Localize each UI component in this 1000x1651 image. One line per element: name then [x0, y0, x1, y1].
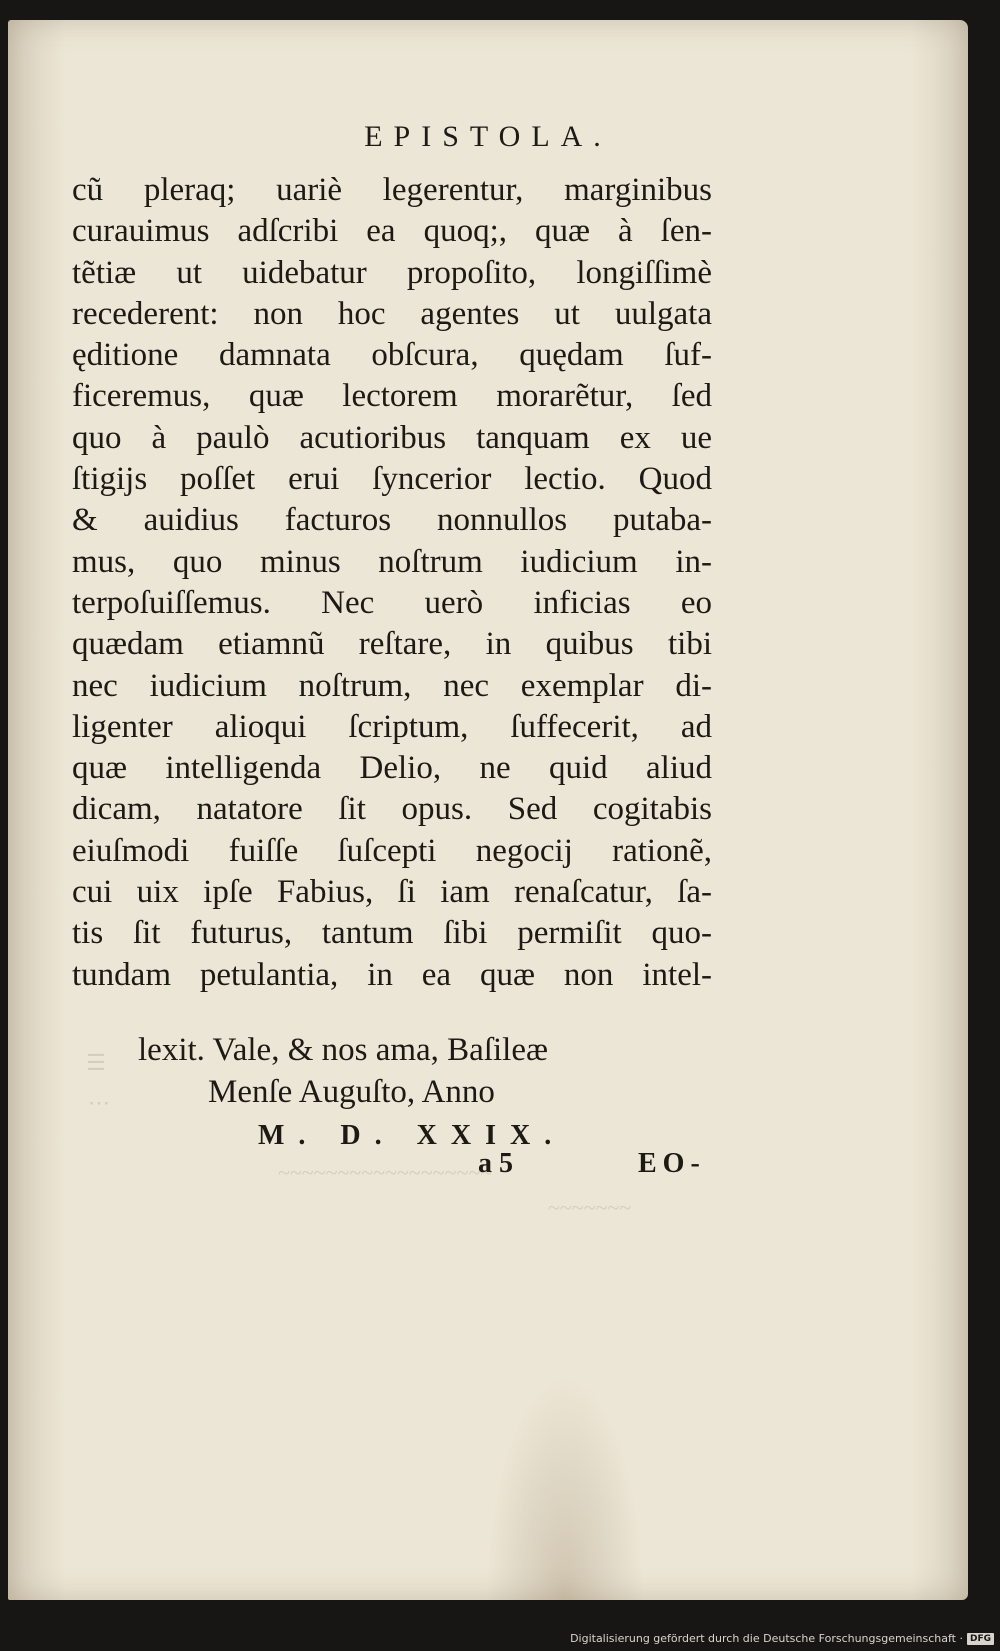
credit-text: Digitalisierung gefördert durch die Deutsche Forschungsgemeinschaft ·	[570, 1632, 963, 1645]
bleed-through-mark: ~~~~~~~~~~~~~~~~~~	[278, 1160, 493, 1185]
body-text	[72, 170, 712, 996]
text-line: ęditione damnata obſcura, quędam ſuf-	[72, 337, 712, 374]
closing-line: Menſe Auguſto, Anno	[208, 1074, 495, 1110]
text-line: cũ pleraq; uariè legerentur, marginibus	[72, 172, 712, 208]
book-page	[8, 20, 968, 1600]
text-line: ſtigijs poſſet erui ſyncerior lectio. Quod	[72, 461, 712, 498]
text-line: terpoſuiſſemus. Nec uerò inficias eo	[72, 584, 712, 621]
text-line: ligenter alioqui ſcriptum, ſuffecerit, ad	[72, 708, 712, 745]
dfg-logo-icon: DFG	[967, 1633, 994, 1645]
text-line: quæ intelligenda Delio, ne quid aliud	[72, 750, 712, 787]
text-line: recederent: non hoc agentes ut uulgata	[72, 295, 712, 332]
text-line: nec iudicium noſtrum, nec exemplar di-	[72, 667, 712, 704]
text-line: tis ſit futurus, tantum ſibi permiſit quo-	[72, 915, 712, 952]
text-line: curauimus adſcribi ea quoq;, quæ à ſen-	[72, 213, 712, 250]
text-line: cui uix ipſe Fabius, ſi iam renaſcatur, ſa-	[72, 874, 712, 911]
text-line: tundam petulantia, in ea quæ non intel-	[72, 956, 712, 993]
closing-date: M. D. XXIX.	[258, 1120, 566, 1151]
text-line: mus, quo minus noſtrum iudicium in-	[72, 543, 712, 580]
catchword: EO-	[638, 1148, 706, 1179]
bleed-through-mark: ~~~~~~~	[548, 1195, 632, 1220]
text-line: quo à paulò acutioribus tanquam ex ue	[72, 419, 712, 456]
signature-mark: a 5	[478, 1148, 513, 1179]
bleed-through-mark: ⋯	[88, 1090, 110, 1115]
text-line: ficeremus, quæ lectorem morarẽtur, ſed	[72, 378, 712, 415]
text-line: & auidius facturos nonnullos putaba-	[72, 502, 712, 539]
text-line: eiuſmodi fuiſſe ſuſcepti negocij rationẽ,	[72, 832, 712, 869]
text-line: dicam, natatore ſit opus. Sed cogitabis	[72, 791, 712, 828]
page-header: EPISTOLA.	[364, 120, 612, 153]
text-line: tẽtiæ ut uidebatur propoſito, longiſſimè	[72, 254, 712, 291]
text-line: quædam etiamnũ reſtare, in quibus tibi	[72, 626, 712, 663]
digitization-credit	[570, 1632, 994, 1645]
closing-line: lexit. Vale, & nos ama, Baſileæ	[138, 1032, 548, 1068]
bleed-through-mark: ☰	[86, 1050, 106, 1075]
